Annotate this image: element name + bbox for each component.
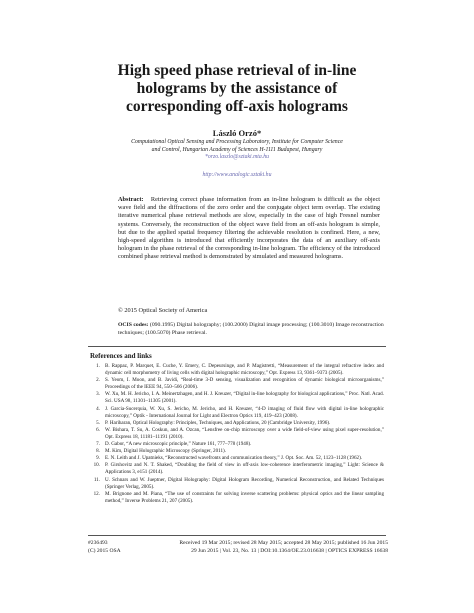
copyright-osa: (C) 2015 OSA [88, 547, 121, 554]
ocis-label: OCIS codes: [118, 322, 149, 328]
reference-text: S. Yeom, I. Moon, and B. Javidi, “Real-time 3-D sensing, visualization and recognition of dynamic biological microorganisms,” Proceedings of the IEEE 94, 550–566 (2006). [105, 377, 384, 391]
reference-item [90, 420, 384, 427]
reference-text: B. Rappaz, P. Marquet, E. Cuche, Y. Emery, C. Depeursinge, and P. Magistretti, “Measurement of the integral refractive index and dynamic cell morphometry of living cells with digital holographic microscopy,” Opt. Express 13, 9361–9373 (2005). [105, 363, 384, 377]
reference-item [90, 477, 384, 491]
reference-number: 11. [93, 476, 100, 483]
copyright-notice: © 2015 Optical Society of America [118, 307, 208, 314]
reference-number: 9. [96, 455, 100, 462]
publication-dates: Received 19 Mar 2015; revised 28 May 2015; accepted 28 May 2015; published 16 Jun 2015 [179, 540, 388, 546]
manuscript-id: #236493 [88, 540, 108, 546]
reference-item [90, 363, 384, 377]
reference-text: W. Xu, M. H. Jericho, I. A. Meinertzhagen, and H. J. Kreuzer, “Digital in-line holography for biological applications,” Proc. Natl. Acad. Sci. USA 98, 11301–11305 (2001). [105, 391, 384, 405]
ocis-text: (090.1995) Digital holography; (100.2000) Digital image processing; (100.3010) Image reconstruction techniques; (100.5070) Phase retrieval. [118, 322, 384, 336]
reference-text: P. Hariharan, Optical Holography: Principles, Techniques, and Applications, 20 (Cambridge University, 1996). [105, 419, 331, 426]
reference-number: 8. [96, 448, 100, 455]
reference-item [90, 406, 384, 420]
reference-text: E. N. Leith and J. Upatnieks, “Reconstructed wavefronts and communication theory,” J. Opt. Soc. Am. 52, 1123–1128 (1962). [105, 455, 363, 462]
references-list [90, 363, 384, 505]
footer-right [148, 540, 388, 555]
reference-number: 12. [93, 490, 100, 497]
reference-number: 3. [96, 391, 100, 398]
bottom-divider [88, 535, 386, 536]
abstract-text: Retrieving correct phase information from an in-line hologram is difficult as the object wave field and the diffractions of the zero order and the conjugate object term overlap. The existing iterative numerical phase retrieval methods are slow, especially in the case of high Fresnel number systems. Conversely, the reconstruction of the object wave field from an off-axis hologram is simple, but due to the applied spatial frequency filtering the achievable resolution is confined. Here, a new, high-speed algorithm is introduced that efficiently incorporates the data of an auxiliary off-axis hologram in the phase retrieval of the corresponding in-line hologram. The efficiency of the introduced combined phase retrieval method is demonstrated by simulated and measured holograms. [118, 196, 380, 261]
reference-text: W. Bishara, T. Su, A. Coskun, and A. Ozcan, “Lensfree on-chip microscopy over a wide field-of-view using pixel super-resolution,” Opt. Express 18, 11181–11191 (2010). [105, 426, 384, 440]
affiliation-line: Computational Optical Sensing and Processing Laboratory, Institute for Computer Science [131, 139, 343, 145]
reference-text: D. Gabor, “A new microscopic principle,” Nature 161, 777–778 (1948). [105, 441, 252, 448]
reference-number: 6. [96, 426, 100, 433]
author-email-link[interactable]: *orzo.laszlo@sztaki.mta.hu [204, 154, 270, 161]
ocis-codes [118, 322, 388, 337]
paper-title [80, 62, 394, 116]
reference-number: 5. [96, 419, 100, 426]
reference-item [90, 377, 384, 391]
reference-number: 4. [96, 405, 100, 412]
reference-item [90, 427, 384, 441]
abstract [118, 196, 380, 262]
reference-text: U. Schnars and W. Jueptner, Digital Holography: Digital Hologram Recording, Numerical Reconstruction, and Related Techniques (Springer Verlag, 2005). [105, 476, 384, 490]
top-divider [88, 346, 386, 347]
title-line: holograms by the assistance of [136, 80, 338, 97]
website-link[interactable]: http://www.analogic.sztaki.hu [202, 172, 272, 178]
reference-text: M. Kim, Digital Holographic Microscopy (Springer, 2011). [105, 448, 226, 455]
footer-left [88, 540, 148, 555]
reference-number: 1. [96, 363, 100, 369]
affiliation [108, 139, 366, 162]
abstract-label: Abstract: [118, 196, 144, 203]
author-name: László Orzó* [212, 128, 262, 138]
citation-info: 29 Jun 2015 | Vol. 23, No. 13 | DOI:10.1364/OE.23.016638 | OPTICS EXPRESS 16638 [191, 547, 388, 554]
reference-text: J. Garcia-Sucerquia, W. Xu, S. Jericho, M. Jericho, and H. Kreuzer, “4-D imaging of fluid flow with digital in-line holographic microscopy,” Optik - International Journal for Light and Electron Optics 119, 419–423 (2008). [105, 405, 384, 419]
reference-number: 7. [96, 441, 100, 448]
reference-text: M. Brignone and M. Piana, “The use of constraints for solving inverse scattering problems: physical optics and the linear sampling method,” Inverse Problems 21, 207 (2005). [105, 490, 384, 504]
reference-item [90, 462, 384, 476]
affiliation-line: and Control, Hungarian Academy of Sciences H-1111 Budapest, Hungary [151, 146, 323, 153]
reference-item [90, 391, 384, 405]
reference-text: P. Girshovitz and N. T. Shaked, “Doubling the field of view in off-axis low-coherence interferometric imaging,” Light: Science & Applications 3, e151 (2014). [105, 462, 384, 476]
reference-number: 10. [93, 462, 100, 469]
references-heading: References and links [90, 352, 152, 360]
reference-item [90, 491, 384, 505]
title-line: High speed phase retrieval of in-line [117, 62, 357, 79]
reference-number: 2. [96, 377, 100, 384]
title-line: corresponding off-axis holograms [126, 98, 348, 115]
